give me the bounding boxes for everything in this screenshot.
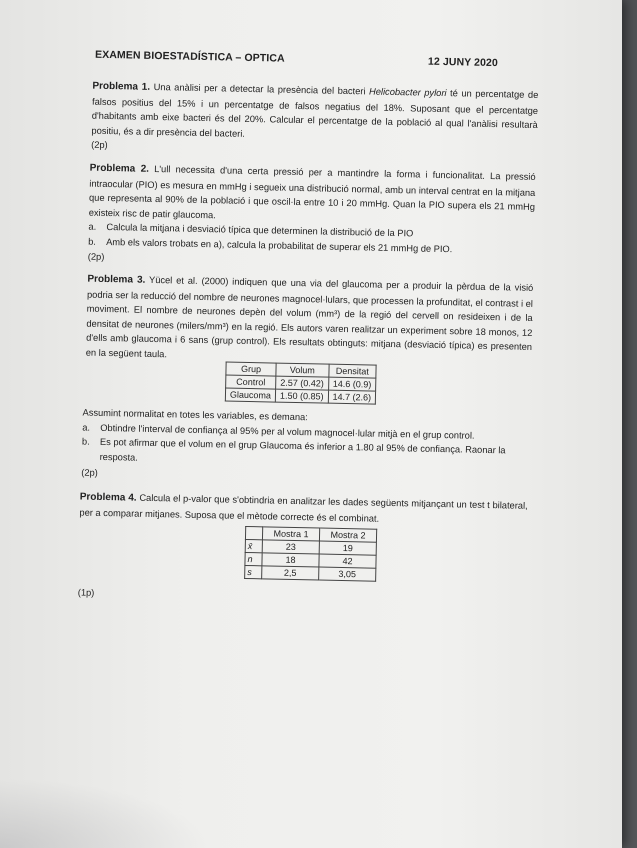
problem-3-item-a: a. Obtindre l'interval de confiança al 95% per al volum magnocel·lular mitjà en el grup control. (82, 422, 475, 441)
exam-date: 12 JUNY 2020 (427, 55, 499, 70)
table-cell: n (245, 552, 262, 565)
problem-2 (88, 161, 536, 273)
table-cell: 1.50 (0.85) (275, 389, 328, 403)
table-header: Mostra 2 (319, 528, 376, 542)
table-header: Volum (276, 363, 329, 377)
problem-2-label: Problema 2. (89, 162, 150, 175)
problem-3-assumption: Assumint normalitat en totes les variables, es demana: (82, 407, 308, 423)
problem-2-item-a: a. Calcula la mitjana i desviació típica que determinen la distribució de la PIO (88, 221, 414, 239)
problem-4-points: (1p) (77, 587, 95, 598)
problem-1-label: Problema 1. (92, 80, 151, 93)
table-cell: Glaucoma (225, 388, 275, 402)
table-header (245, 526, 262, 539)
table-row (225, 388, 375, 404)
table-row (245, 565, 376, 581)
table-cell: 14.7 (2.6) (328, 390, 376, 404)
table-cell: 3,05 (319, 567, 376, 581)
bacterium-name: Helicobacter pylori (369, 86, 447, 99)
problem-3-item-b: b. Es pot afirmar que el volum en el grup Glaucoma és inferior a 1.80 al 95% de confiança. Raonar la resposta. (81, 436, 506, 463)
problem-1-text: Problema 1. Una anàlisi per a detectar la presència del bacteri Helicobacter pylori té un percentatge de falsos positius del 15% i un percentatge de falsos negatius del 18%. Suposant que el percentatge d'habitants amb eixe bacteri és del 20%. Calcular el percentatge de la població al qual l'anàlisi resultarà positiu, és a dir presència del bacteri. (91, 80, 539, 139)
problem-4 (79, 489, 528, 529)
table-cell: Control (226, 375, 276, 389)
problem-2-points: (2p) (87, 251, 105, 262)
table-header: Mostra 1 (262, 527, 319, 541)
problem-3-questions (81, 406, 530, 490)
table-cell: s (245, 565, 262, 578)
problem-3-points: (2p) (81, 467, 98, 479)
problem-4-text: Problema 4. Calcula el p-valor que s'obtindria en analitzar les dades següents mitjançant un test t bilateral, per a comparar mitjanes. Suposa que el mètode correcte és el combinat. (79, 491, 528, 524)
table-cell: 42 (319, 554, 376, 568)
problem-4-label: Problema 4. (79, 491, 137, 504)
table-cell: 14.6 (0.9) (328, 377, 376, 391)
table-cell: 19 (319, 541, 376, 555)
table-header: Grup (226, 362, 276, 376)
exam-title: EXAMEN BIOESTADÍSTICA – OPTICA (94, 48, 285, 65)
table-header: Densitat (328, 364, 376, 378)
volume-density-table (225, 362, 377, 405)
problem-3-label: Problema 3. (87, 273, 146, 286)
problem-1-points: (2p) (91, 140, 108, 151)
problem-1 (91, 79, 538, 162)
problem-2-item-b: b. Amb els valors trobats en a), calcula la probabilitat de superar els 21 mmHg de PIO. (88, 236, 453, 255)
table-cell: x̄ (245, 539, 262, 552)
table-cell: 23 (262, 540, 319, 554)
problem-3-text: Problema 3. Yücel et al. (2000) indiquen que una via del glaucoma per a produir la pèrdua de la visió podria ser la reducció del nombre de neurones magnocel·lulars, que processen la profunditat, el contrast i el moviment. El nombre de neurones depèn del volum (mm³) de la regió del cervell on resideixen i de la densitat de neurones (milers/mm³) en la regió. Els autors varen realitzar un experiment sobre 18 monos, 12 d'ells amb glaucoma i 6 sans (grup control). Els resultats obtinguts: mitjana (desviació típica) es presenten en la següent taula. (85, 273, 534, 360)
table-cell: 2,5 (262, 566, 319, 580)
problem-2-text: Problema 2. L'ull necessita d'una certa pressió per a mantindre la forma i funcionalitat. La pressió intraocular (PIO) es mesura en mmHg i segueix una distribució normal, amb un interval centrat en la mitjana que representa al 90% de la població i que oscil·la entre 10 i 20 mmHg. Quan la PIO supera els 21 mmHg existeix risc de patir glaucoma. (88, 162, 536, 221)
samples-table (244, 526, 377, 582)
table-cell: 18 (262, 553, 319, 567)
problem-3 (86, 272, 534, 370)
table-cell: 2.57 (0.42) (276, 376, 329, 390)
